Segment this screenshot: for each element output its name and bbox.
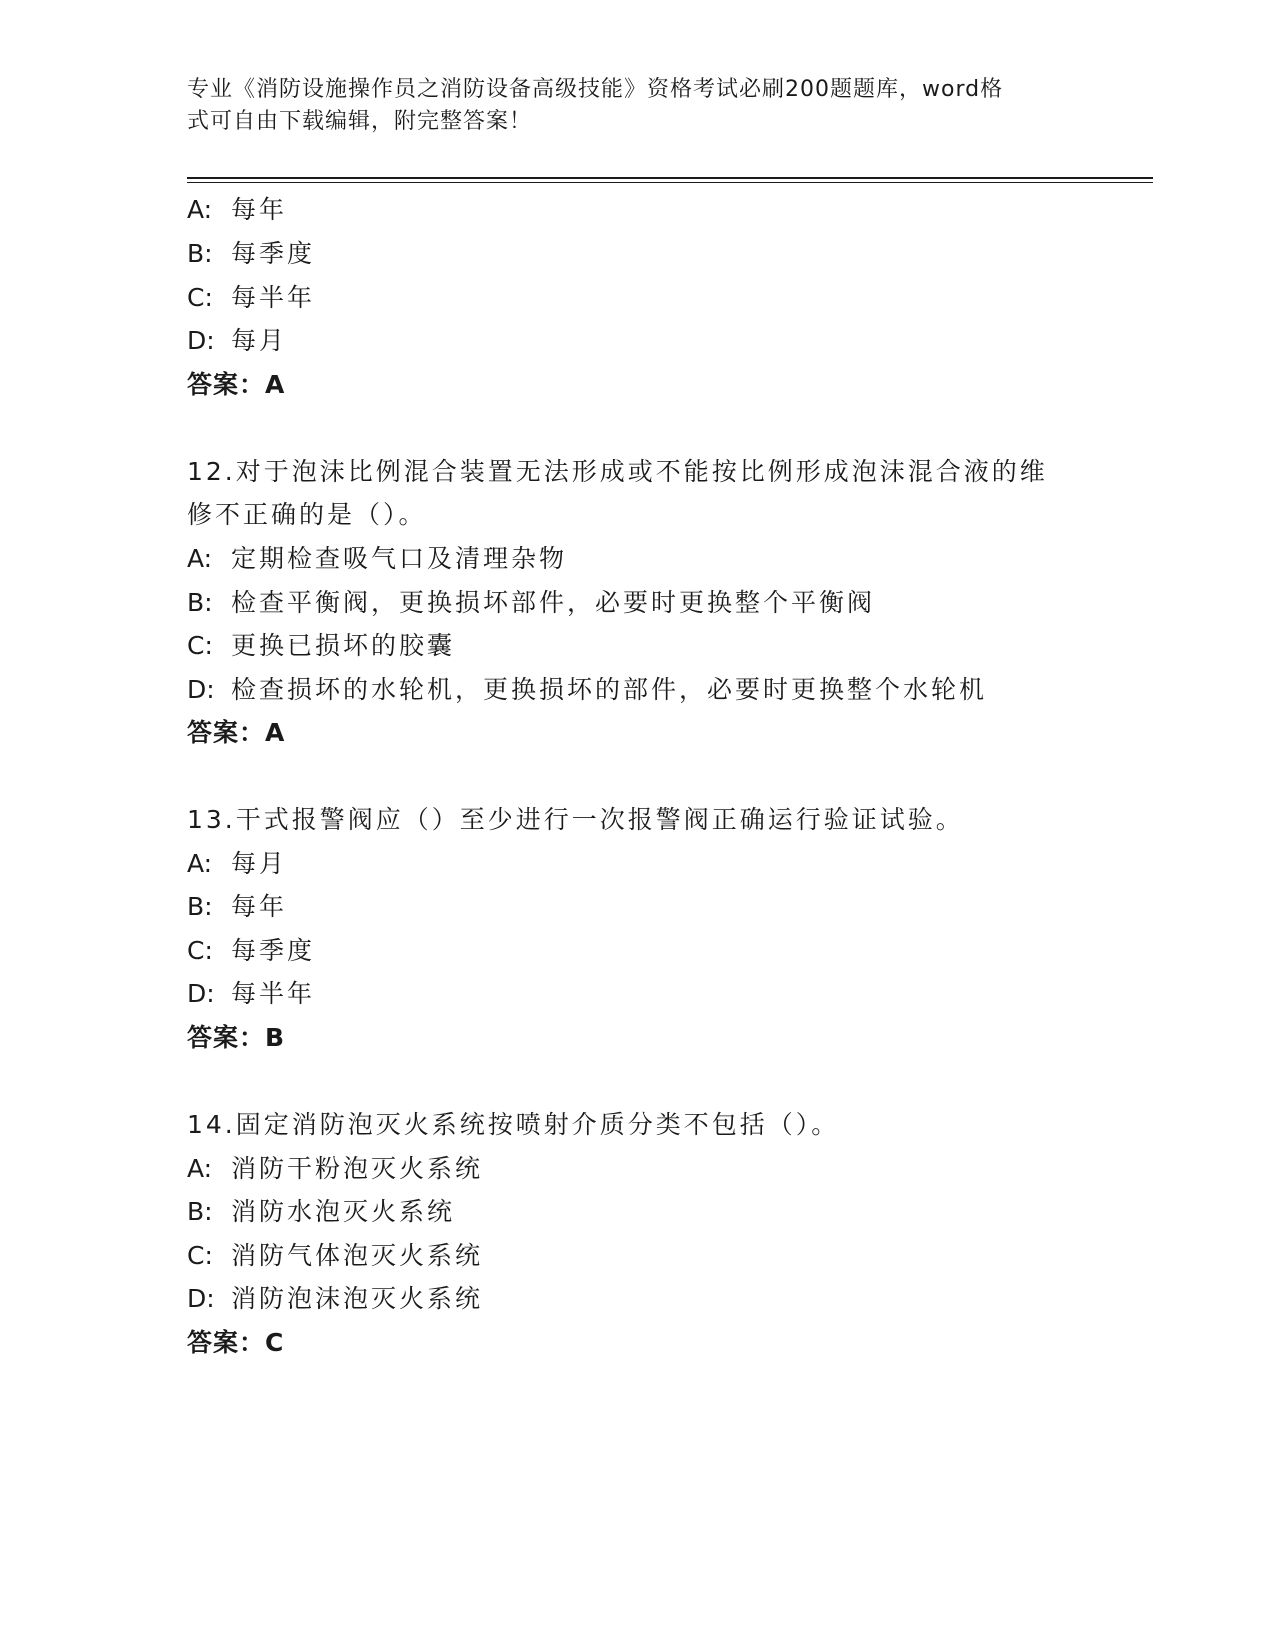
q14-option-a (187, 1152, 483, 1186)
q13-stem-line-1: 13.干式报警阀应（）至少进行一次报警阀正确运行验证试验。 (187, 805, 964, 834)
q14-answer: 答案：C (187, 1328, 285, 1357)
q13-option-c (187, 934, 315, 968)
q11-option-c (187, 281, 315, 315)
option-text: 更换已损坏的胶囊 (231, 631, 456, 660)
option-letter: B: (187, 1197, 213, 1226)
option-letter: B: (187, 239, 213, 268)
option-text: 每季度 (231, 936, 316, 965)
option-text: 检查损坏的水轮机，更换损坏的部件，必要时更换整个水轮机 (231, 675, 988, 704)
q12-option-a (187, 542, 567, 576)
q12-option-b (187, 586, 875, 620)
option-text: 每月 (231, 849, 288, 878)
option-letter: C: (187, 936, 213, 965)
q12-option-d (187, 673, 987, 707)
option-text: 检查平衡阀，更换损坏部件，必要时更换整个平衡阀 (231, 588, 876, 617)
option-letter: D: (187, 979, 215, 1008)
q11-answer: 答案：A (187, 370, 286, 399)
q14-option-d (187, 1282, 483, 1316)
option-text: 消防水泡灭火系统 (231, 1197, 456, 1226)
option-text: 消防干粉泡灭火系统 (231, 1154, 484, 1183)
option-letter: A: (187, 849, 213, 878)
option-letter: C: (187, 1241, 213, 1270)
option-letter: C: (187, 631, 213, 660)
header-line-2: 式可自由下载编辑，附完整答案！ (187, 109, 533, 134)
option-letter: A: (187, 1154, 213, 1183)
header-line-1: 专业《消防设施操作员之消防设备高级技能》资格考试必刷200题题库，word格 (187, 77, 1004, 102)
document-header (187, 74, 1067, 138)
option-text: 每半年 (231, 283, 316, 312)
option-letter: D: (187, 675, 215, 704)
q11-option-b (187, 237, 315, 271)
q11-option-d (187, 324, 287, 358)
option-text: 每半年 (231, 979, 316, 1008)
option-text: 每月 (231, 326, 288, 355)
option-letter: A: (187, 544, 213, 573)
header-rule-thick (187, 177, 1153, 179)
q14-stem-line-1: 14.固定消防泡灭火系统按喷射介质分类不包括（）。 (187, 1110, 840, 1139)
option-text: 每年 (231, 892, 288, 921)
option-letter: D: (187, 326, 215, 355)
q12-option-c (187, 629, 455, 663)
option-text: 消防泡沫泡灭火系统 (231, 1284, 484, 1313)
q14-option-c (187, 1239, 483, 1273)
q12-stem-line-1: 12.对于泡沫比例混合装置无法形成或不能按比例形成泡沫混合液的维 (187, 457, 1048, 486)
option-letter: B: (187, 892, 213, 921)
q13-option-d (187, 977, 315, 1011)
q13-option-a (187, 847, 287, 881)
option-letter: D: (187, 1284, 215, 1313)
option-letter: B: (187, 588, 213, 617)
option-letter: A: (187, 195, 213, 224)
header-rule-thin (187, 182, 1153, 183)
q11-option-a (187, 193, 287, 227)
option-letter: C: (187, 283, 213, 312)
q13-option-b (187, 890, 287, 924)
q13-answer: 答案：B (187, 1023, 286, 1052)
option-text: 每年 (231, 195, 288, 224)
q14-option-b (187, 1195, 455, 1229)
q12-stem-line-2: 修不正确的是（）。 (187, 500, 427, 529)
option-text: 消防气体泡灭火系统 (231, 1241, 484, 1270)
q12-answer: 答案：A (187, 718, 286, 747)
option-text: 定期检查吸气口及清理杂物 (231, 544, 568, 573)
option-text: 每季度 (231, 239, 316, 268)
